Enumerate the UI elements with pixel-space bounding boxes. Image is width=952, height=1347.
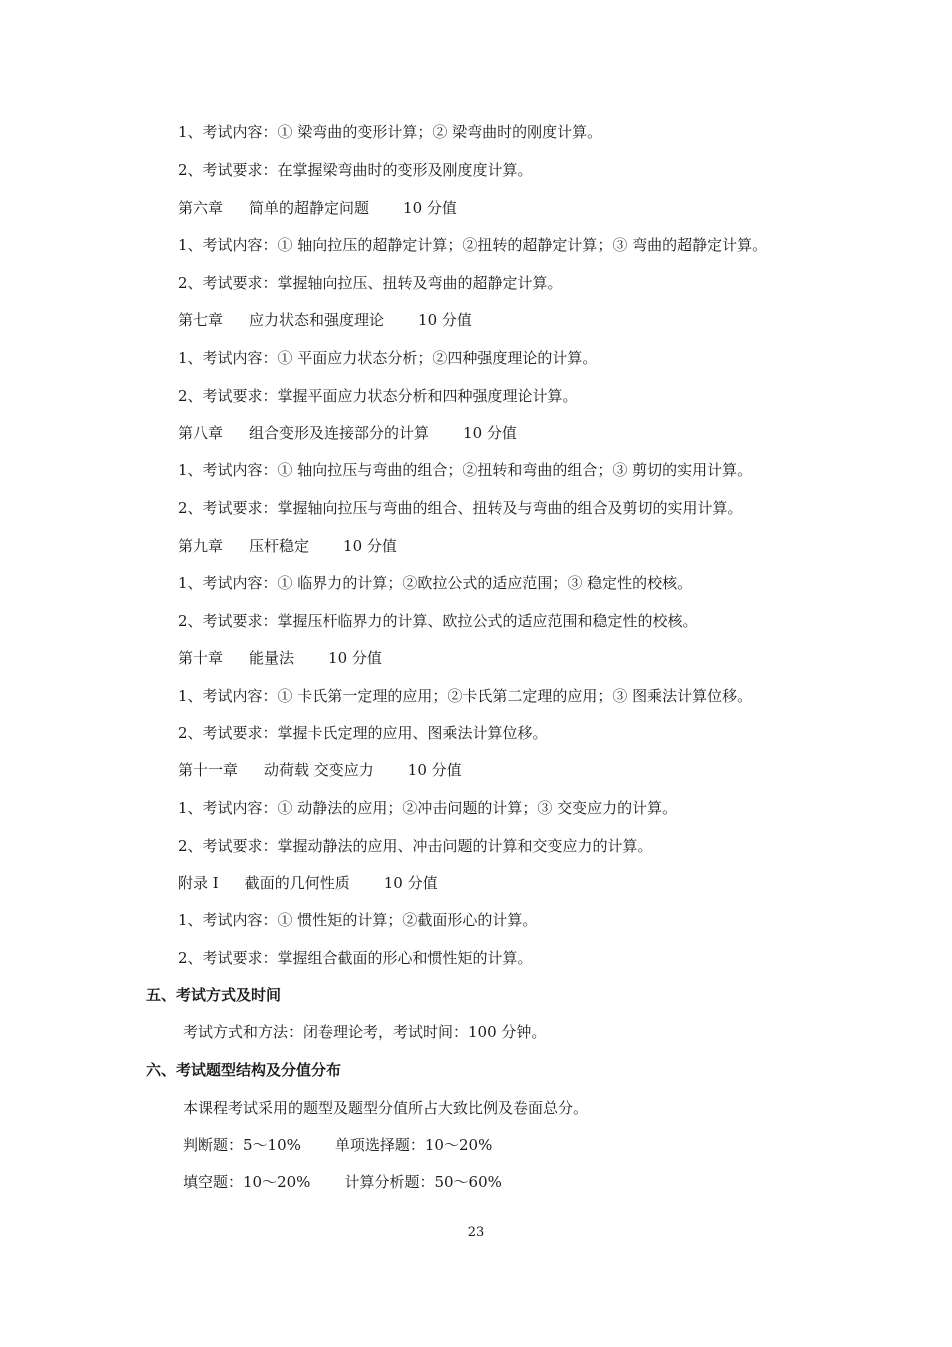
exam-method-text: 考试方式和方法：闭卷理论考，考试时间：100 分钟。 (183, 1023, 547, 1041)
chapter-number: 第八章 (178, 424, 224, 442)
exam-requirement-line: 2、考试要求：掌握卡氏定理的应用、图乘法计算位移。 (178, 724, 548, 742)
chapter-score: 10 分值 (463, 424, 517, 442)
score-row (183, 1135, 492, 1155)
score-item: 计算分析题：50～60% (344, 1173, 502, 1191)
chapter-score: 10 分值 (328, 649, 382, 667)
exam-content-line: 1、考试内容：① 轴向拉压的超静定计算；②扭转的超静定计算；③ 弯曲的超静定计算。 (178, 236, 768, 254)
exam-content-line: 1、考试内容：① 轴向拉压与弯曲的组合；②扭转和弯曲的组合；③ 剪切的实用计算。 (178, 461, 753, 479)
chapter-heading (178, 648, 382, 668)
chapter-title: 简单的超静定问题 (249, 199, 370, 217)
chapter-title: 能量法 (249, 649, 295, 667)
exam-content-line: 1、考试内容：① 惯性矩的计算；②截面形心的计算。 (178, 911, 538, 929)
chapter-number: 第六章 (178, 199, 224, 217)
chapter-score: 10 分值 (403, 199, 457, 217)
exam-requirement-line: 2、考试要求：掌握组合截面的形心和惯性矩的计算。 (178, 949, 533, 967)
chapter-score: 10 分值 (418, 311, 472, 329)
chapter-heading (178, 310, 472, 330)
chapter-title: 截面的几何性质 (244, 874, 350, 892)
chapter-heading (178, 873, 438, 893)
exam-content-line: 1、考试内容：① 平面应力状态分析；②四种强度理论的计算。 (178, 349, 598, 367)
chapter-title: 压杆稳定 (249, 537, 310, 555)
page-number: 23 (467, 1225, 485, 1240)
chapter-title: 组合变形及连接部分的计算 (249, 424, 430, 442)
exam-requirement-line: 2、考试要求：掌握轴向拉压与弯曲的组合、扭转及与弯曲的组合及剪切的实用计算。 (178, 499, 743, 517)
question-types-intro: 本课程考试采用的题型及题型分值所占大致比例及卷面总分。 (183, 1099, 589, 1117)
chapter-heading (178, 536, 397, 556)
chapter-score: 10 分值 (407, 761, 462, 779)
score-item: 单项选择题：10～20% (334, 1136, 493, 1154)
chapter-heading (178, 760, 462, 780)
chapter-title: 应力状态和强度理论 (249, 311, 385, 329)
exam-content-line: 1、考试内容：① 动静法的应用；②冲击问题的计算；③ 交变应力的计算。 (178, 799, 678, 817)
exam-requirement-line: 2、考试要求：掌握压杆临界力的计算、欧拉公式的适应范围和稳定性的校核。 (178, 612, 698, 630)
exam-requirement-line: 2、考试要求：掌握轴向拉压、扭转及弯曲的超静定计算。 (178, 274, 563, 292)
exam-requirement-line: 2、考试要求：掌握平面应力状态分析和四种强度理论计算。 (178, 387, 578, 405)
chapter-heading (178, 198, 457, 218)
chapter-number: 附录 I (178, 874, 219, 892)
chapter-heading (178, 423, 517, 443)
chapter-number: 第九章 (178, 537, 224, 555)
chapter-score: 10 分值 (343, 537, 397, 555)
chapter-score: 10 分值 (383, 874, 438, 892)
chapter-number: 第七章 (178, 311, 224, 329)
score-row (183, 1172, 502, 1192)
chapter-title: 动荷载 交变应力 (264, 761, 374, 779)
exam-content-line: 1、考试内容：① 梁弯曲的变形计算；② 梁弯曲时的刚度计算。 (178, 123, 603, 141)
chapter-number: 第十一章 (178, 761, 239, 779)
score-item: 判断题：5～10% (183, 1136, 301, 1154)
exam-content-line: 1、考试内容：① 临界力的计算；②欧拉公式的适应范围；③ 稳定性的校核。 (178, 574, 693, 592)
section-heading-question-types: 六、考试题型结构及分值分布 (146, 1061, 342, 1079)
chapter-number: 第十章 (178, 649, 224, 667)
score-item: 填空题：10～20% (183, 1173, 311, 1191)
exam-requirement-line: 2、考试要求：掌握动静法的应用、冲击问题的计算和交变应力的计算。 (178, 837, 653, 855)
exam-content-line: 1、考试内容：① 卡氏第一定理的应用；②卡氏第二定理的应用；③ 图乘法计算位移。 (178, 687, 753, 705)
exam-requirement-line: 2、考试要求：在掌握梁弯曲时的变形及刚度度计算。 (178, 161, 533, 179)
section-heading-exam-method: 五、考试方式及时间 (146, 986, 282, 1004)
